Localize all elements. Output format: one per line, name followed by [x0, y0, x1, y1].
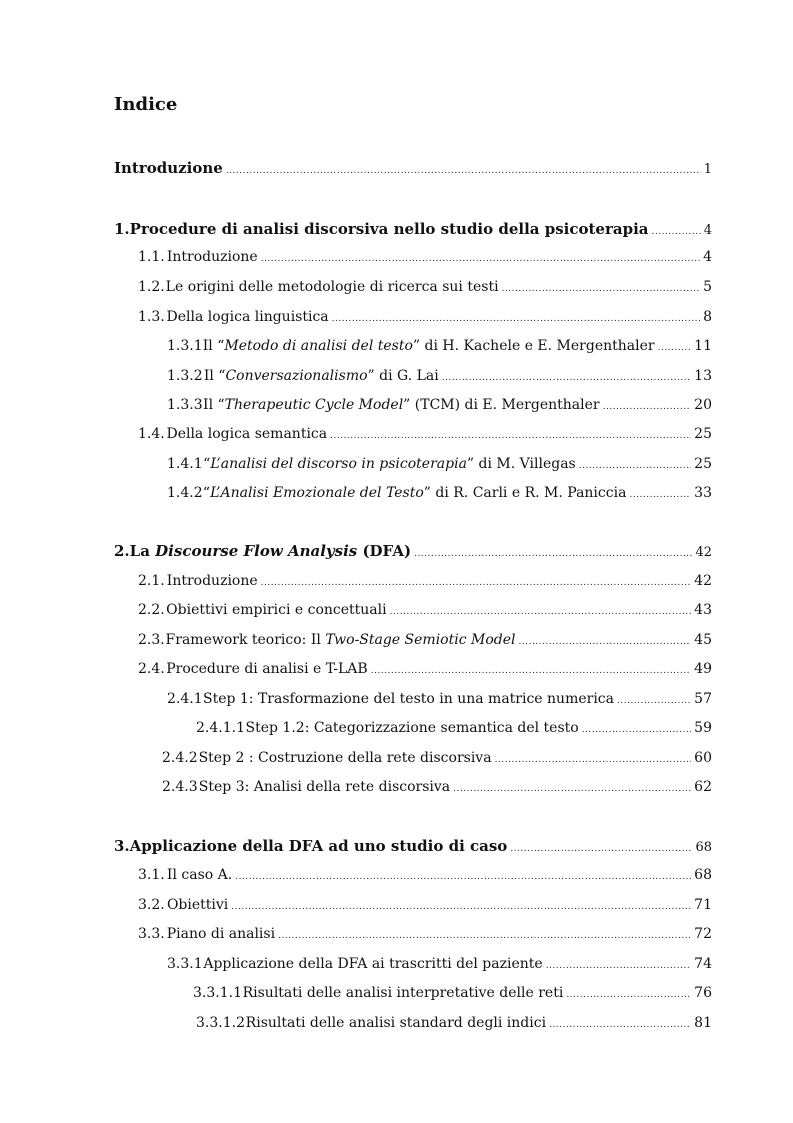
- toc-entry-number: 1.1.: [138, 249, 165, 265]
- toc-entry-2-4-1-1[interactable]: [196, 717, 712, 739]
- toc-entry-number: 1.3.1: [167, 338, 203, 354]
- dot-leader: [453, 778, 691, 800]
- toc-entry-label: Il “Metodo di analisi del testo” di H. Kachele e E. Mergenthaler: [202, 338, 655, 354]
- toc-entry-label: Introduzione: [166, 249, 258, 265]
- toc-entry-label: Risultati delle analisi interpretative delle reti: [242, 985, 564, 1001]
- toc-entry-1-3-2[interactable]: [167, 365, 712, 387]
- toc-entry-label: “L’Analisi Emozionale del Testo” di R. Carli e R. M. Paniccia: [202, 485, 627, 501]
- toc-entry-label: Introduzione: [166, 573, 258, 589]
- toc-entry-page: 81: [694, 1015, 712, 1031]
- toc-entry-label: Il “Therapeutic Cycle Model” (TCM) di E. Mergenthaler: [203, 397, 600, 413]
- toc-entry-label: Le origini delle metodologie di ricerca sui testi: [165, 279, 499, 295]
- toc-chapter-3[interactable]: [114, 835, 712, 857]
- dot-leader: [502, 278, 701, 300]
- page-title: Indice: [114, 94, 178, 115]
- toc-entry-number: 1.4.2: [167, 485, 203, 501]
- toc-entry-page: 57: [694, 691, 712, 707]
- toc-entry-number: 3.3.1.1: [193, 985, 242, 1001]
- toc-entry-label: La Discourse Flow Analysis (DFA): [129, 542, 412, 560]
- toc-entry-number: 3.3.: [138, 926, 165, 942]
- toc-entry-2-2[interactable]: [138, 599, 712, 621]
- dot-leader: [235, 866, 691, 888]
- toc-entry-number: 2.2.: [138, 602, 165, 618]
- dot-leader: [261, 572, 692, 594]
- toc-entry-number: 3.3.1: [167, 956, 203, 972]
- toc-entry-number: 2.: [114, 542, 130, 560]
- dot-leader: [519, 631, 692, 653]
- toc-entry-1-3-1[interactable]: [167, 335, 712, 357]
- toc-entry-number: 3.3.1.2: [196, 1015, 245, 1031]
- toc-entry-2-1[interactable]: [138, 570, 712, 592]
- toc-entry-3-3[interactable]: [138, 923, 712, 945]
- toc-entry-page: 60: [694, 750, 712, 766]
- toc-entry-page: 25: [694, 426, 712, 442]
- toc-chapter-1[interactable]: [114, 218, 712, 240]
- toc-entry-page: 11: [694, 338, 712, 354]
- toc-entry-number: 1.3.: [138, 309, 165, 325]
- toc-entry-number: 1.4.: [138, 426, 165, 442]
- dot-leader: [549, 1014, 691, 1036]
- toc-entry-page: 4: [703, 223, 712, 238]
- toc-entry-page: 43: [694, 602, 712, 618]
- toc-entry-1-2[interactable]: [138, 276, 712, 298]
- dot-leader: [617, 690, 691, 712]
- toc-entry-label: Applicazione della DFA ad uno studio di caso: [129, 837, 508, 855]
- toc-entry-page: 72: [694, 926, 712, 942]
- toc-entry-label: Il caso A.: [166, 867, 233, 883]
- toc-entry-label: Framework teorico: Il Two-Stage Semiotic Model: [165, 632, 516, 648]
- toc-entry-number: 2.4.1.1: [196, 720, 245, 736]
- dot-leader: [278, 925, 691, 947]
- toc-entry-label: Piano di analisi: [166, 926, 276, 942]
- toc-entry-page: 71: [694, 897, 712, 913]
- toc-entry-page: 25: [694, 456, 712, 472]
- dot-leader: [579, 455, 691, 477]
- toc-entry-page: 74: [694, 956, 712, 972]
- toc-entry-page: 42: [695, 545, 712, 560]
- toc-entry-label: Procedure di analisi e T-LAB: [166, 661, 368, 677]
- toc-entry-number: 2.4.2: [162, 750, 198, 766]
- toc-entry-label: Applicazione della DFA ai trascritti del paziente: [203, 956, 543, 972]
- toc-entry-3-3-1-2[interactable]: [196, 1012, 712, 1034]
- dot-leader: [332, 308, 700, 330]
- toc-entry-page: 68: [694, 867, 712, 883]
- toc-entry-number: 3.2.: [138, 897, 165, 913]
- dot-leader: [629, 484, 691, 506]
- toc-entry-page: 4: [703, 249, 712, 265]
- toc-entry-number: 2.4.: [138, 661, 165, 677]
- dot-leader: [582, 719, 691, 741]
- toc-entry-page: 8: [703, 309, 712, 325]
- toc-entry-page: 1: [703, 162, 712, 177]
- dot-leader: [546, 955, 691, 977]
- toc-entry-2-3[interactable]: [138, 629, 712, 651]
- toc-entry-number: 1.2.: [138, 279, 165, 295]
- toc-entry-label: Step 1.2: Categorizzazione semantica del testo: [245, 720, 579, 736]
- dot-leader: [226, 160, 701, 182]
- toc-entry-page: 33: [694, 485, 712, 501]
- toc-entry-label: Step 1: Trasformazione del testo in una matrice numerica: [202, 691, 614, 707]
- toc-entry-3-3-1-1[interactable]: [193, 982, 712, 1004]
- toc-entry-2-4-3[interactable]: [162, 776, 712, 798]
- dot-leader: [261, 248, 700, 270]
- toc-entry-label: Obiettivi empirici e concettuali: [166, 602, 387, 618]
- toc-entry-number: 2.4.1: [167, 691, 203, 707]
- toc-entry-1-1[interactable]: [138, 246, 712, 268]
- toc-entry-label: Obiettivi: [166, 897, 229, 913]
- dot-leader: [603, 396, 692, 418]
- toc-entry-2-4[interactable]: [138, 658, 712, 680]
- toc-entry-3-2[interactable]: [138, 894, 712, 916]
- toc-entry-page: 42: [694, 573, 712, 589]
- toc-entry-page: 62: [694, 779, 712, 795]
- toc-entry-page: 45: [694, 632, 712, 648]
- dot-leader: [495, 749, 692, 771]
- toc-entry-page: 13: [694, 368, 712, 384]
- toc-entry-page: 49: [694, 661, 712, 677]
- toc-entry-page: 59: [694, 720, 712, 736]
- toc-entry-3-1[interactable]: [138, 864, 712, 886]
- toc-entry-label: “L’analisi del discorso in psicoterapia” di M. Villegas: [203, 456, 576, 472]
- dot-leader: [371, 660, 691, 682]
- dot-leader: [330, 425, 691, 447]
- toc-entry-label: Introduzione: [114, 159, 223, 177]
- toc-entry-page: 68: [695, 840, 712, 855]
- toc-entry-number: 2.1.: [138, 573, 165, 589]
- toc-entry-label: Step 2 : Costruzione della rete discorsiva: [198, 750, 492, 766]
- dot-leader: [231, 896, 691, 918]
- toc-entry-label: Della logica linguistica: [166, 309, 329, 325]
- toc-entry-2-4-1[interactable]: [167, 688, 712, 710]
- toc-entry-label: Risultati delle analisi standard degli indici: [245, 1015, 547, 1031]
- toc-entry-number: 3.1.: [138, 867, 165, 883]
- toc-entry-1-3-3[interactable]: [167, 394, 712, 416]
- toc-entry-1-4-2[interactable]: [167, 482, 712, 504]
- toc-chapter-2[interactable]: [114, 540, 712, 562]
- toc-entry-number: 1.3.3: [167, 397, 203, 413]
- toc-entry-label: Procedure di analisi discorsiva nello studio della psicoterapia: [129, 220, 649, 238]
- dot-leader: [414, 543, 692, 565]
- toc-entry-label: Il “Conversazionalismo” di G. Lai: [203, 368, 439, 384]
- toc-entry-label: Della logica semantica: [166, 426, 328, 442]
- dot-leader: [658, 337, 692, 359]
- toc-entry-number: 1.3.2: [167, 368, 203, 384]
- dot-leader: [652, 221, 701, 243]
- toc-entry-3-3-1[interactable]: [167, 953, 712, 975]
- dot-leader: [390, 601, 692, 623]
- toc-entry-number: 1.: [114, 220, 130, 238]
- toc-entry-1-4[interactable]: [138, 423, 712, 445]
- toc-entry-number: 2.4.3: [162, 779, 198, 795]
- dot-leader: [566, 984, 691, 1006]
- toc-entry-number: 2.3.: [138, 632, 165, 648]
- toc-entry-number: 1.4.1: [167, 456, 203, 472]
- toc-entry-1-4-1[interactable]: [167, 453, 712, 475]
- toc-entry-number: 3.: [114, 837, 130, 855]
- toc-entry-1-3[interactable]: [138, 306, 712, 328]
- dot-leader: [442, 367, 691, 389]
- dot-leader: [510, 838, 692, 860]
- toc-entry-2-4-2[interactable]: [162, 747, 712, 769]
- toc-entry-introduction[interactable]: [114, 157, 712, 179]
- toc-entry-page: 5: [703, 279, 712, 295]
- toc-entry-label: Step 3: Analisi della rete discorsiva: [198, 779, 451, 795]
- toc-entry-page: 76: [694, 985, 712, 1001]
- toc-entry-page: 20: [694, 397, 712, 413]
